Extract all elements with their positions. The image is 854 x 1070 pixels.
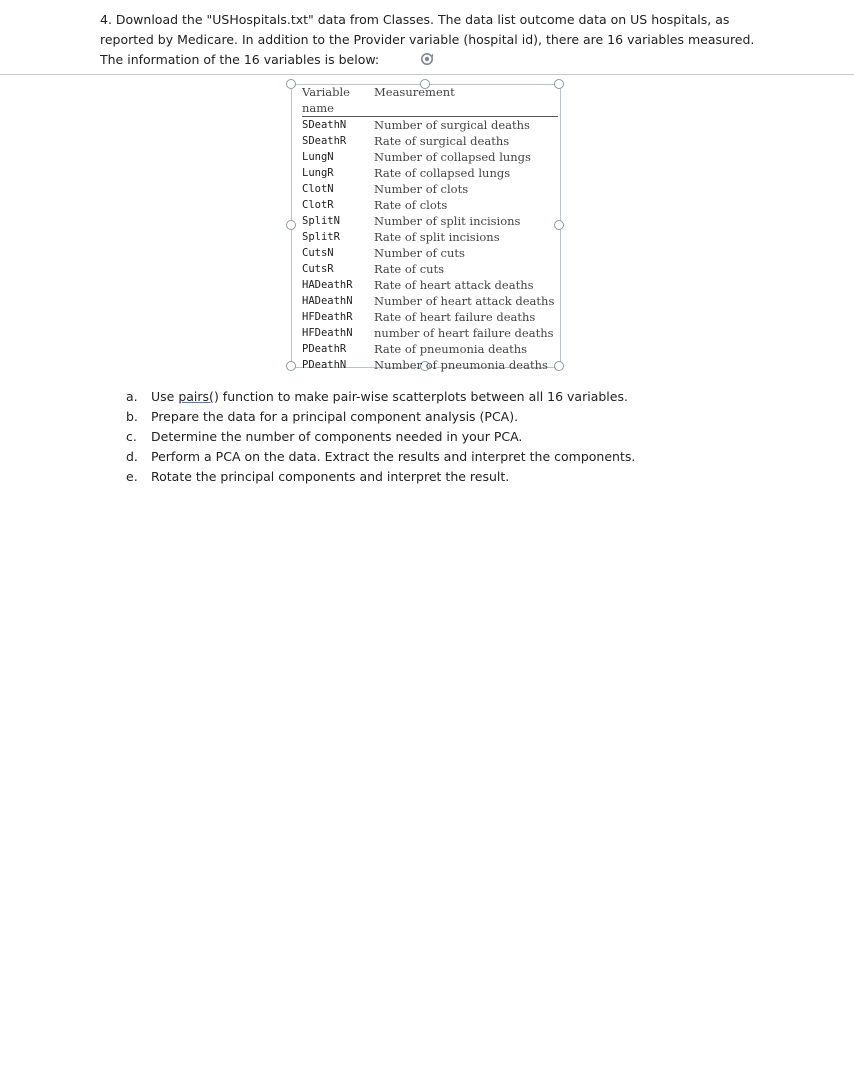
pairs-function-link[interactable]: pairs( xyxy=(178,389,214,404)
table-row xyxy=(302,197,558,213)
task-item xyxy=(126,447,635,467)
header-measurement: Measurement xyxy=(374,84,558,117)
variable-name-cell: SplitN xyxy=(302,215,340,227)
table-body xyxy=(302,117,558,374)
table-row xyxy=(302,181,558,197)
table-row xyxy=(302,245,558,261)
task-text: Rotate the principal components and interpret the result. xyxy=(151,469,510,484)
table-row xyxy=(302,117,558,134)
variable-name-cell: HADeathR xyxy=(302,279,353,291)
measurement-cell: Number of heart attack deaths xyxy=(374,294,555,308)
measurement-cell: Number of split incisions xyxy=(374,214,521,228)
variable-name-cell: HFDeathR xyxy=(302,311,353,323)
variable-name-cell: CutsN xyxy=(302,247,334,259)
table-row xyxy=(302,341,558,357)
task-marker: a. xyxy=(126,389,138,404)
task-text: Prepare the data for a principal component analysis (PCA). xyxy=(151,409,519,424)
task-text: Perform a PCA on the data. Extract the results and interpret the components. xyxy=(151,449,636,464)
measurement-cell: Rate of heart attack deaths xyxy=(374,278,534,292)
table-row xyxy=(302,133,558,149)
measurement-cell: Rate of split incisions xyxy=(374,230,500,244)
variable-name-cell: HADeathN xyxy=(302,295,353,307)
table-row xyxy=(302,325,558,341)
measurement-cell: Rate of collapsed lungs xyxy=(374,166,511,180)
resize-handle-bottom-left[interactable] xyxy=(286,361,296,371)
variable-name-cell: SDeathR xyxy=(302,135,347,147)
rotate-handle-icon[interactable] xyxy=(420,52,434,66)
task-marker: c. xyxy=(126,429,137,444)
measurement-cell: Rate of heart failure deaths xyxy=(374,310,536,324)
question-line-3: The information of the 16 variables is below: xyxy=(100,52,380,67)
table-row xyxy=(302,149,558,165)
table-row xyxy=(302,229,558,245)
task-item xyxy=(126,387,635,407)
variable-name-cell: PDeathR xyxy=(302,343,347,355)
measurement-cell: Number of cuts xyxy=(374,246,465,260)
question-line-1: 4. Download the "USHospitals.txt" data from Classes. The data list outcome data on US hospitals, as xyxy=(100,12,730,27)
variable-name-cell: LungR xyxy=(302,167,334,179)
measurement-cell: Number of pneumonia deaths xyxy=(374,358,548,372)
measurement-cell: Rate of cuts xyxy=(374,262,445,276)
table-row xyxy=(302,261,558,277)
measurement-cell: Number of collapsed lungs xyxy=(374,150,531,164)
variable-name-cell: HFDeathN xyxy=(302,327,353,339)
question-paragraph xyxy=(100,10,800,70)
variable-name-cell: CutsR xyxy=(302,263,334,275)
task-list xyxy=(126,387,635,487)
task-text-pre: Use xyxy=(151,389,179,404)
task-item xyxy=(126,407,635,427)
measurement-cell: Number of surgical deaths xyxy=(374,118,530,132)
variable-name-cell: ClotR xyxy=(302,199,334,211)
table-header-row xyxy=(302,84,558,117)
task-marker: b. xyxy=(126,409,138,424)
variable-name-cell: LungN xyxy=(302,151,334,163)
resize-handle-middle-left[interactable] xyxy=(286,220,296,230)
measurement-cell: Rate of pneumonia deaths xyxy=(374,342,528,356)
variable-name-cell: SDeathN xyxy=(302,119,347,131)
header-variable-name: Variable name xyxy=(302,84,374,117)
task-marker: e. xyxy=(126,469,138,484)
variable-name-cell: PDeathN xyxy=(302,359,347,371)
table-row xyxy=(302,165,558,181)
resize-handle-top-left[interactable] xyxy=(286,79,296,89)
task-marker: d. xyxy=(126,449,138,464)
section-divider xyxy=(0,74,854,75)
table-row xyxy=(302,309,558,325)
measurement-cell: Number of clots xyxy=(374,182,469,196)
task-item xyxy=(126,467,635,487)
measurement-cell: Rate of clots xyxy=(374,198,448,212)
table-row xyxy=(302,293,558,309)
table-row xyxy=(302,277,558,293)
variable-name-cell: SplitR xyxy=(302,231,340,243)
variable-name-cell: ClotN xyxy=(302,183,334,195)
task-text-post: ) function to make pair-wise scatterplots between all 16 variables. xyxy=(213,389,628,404)
table-row xyxy=(302,357,558,373)
measurement-cell: Rate of surgical deaths xyxy=(374,134,510,148)
task-item xyxy=(126,427,635,447)
measurement-cell: number of heart failure deaths xyxy=(374,326,554,340)
variables-table xyxy=(302,84,558,373)
question-line-2: reported by Medicare. In addition to the Provider variable (hospital id), there are 16 variables measured. xyxy=(100,32,755,47)
task-text: Determine the number of components needed in your PCA. xyxy=(151,429,523,444)
table-row xyxy=(302,213,558,229)
